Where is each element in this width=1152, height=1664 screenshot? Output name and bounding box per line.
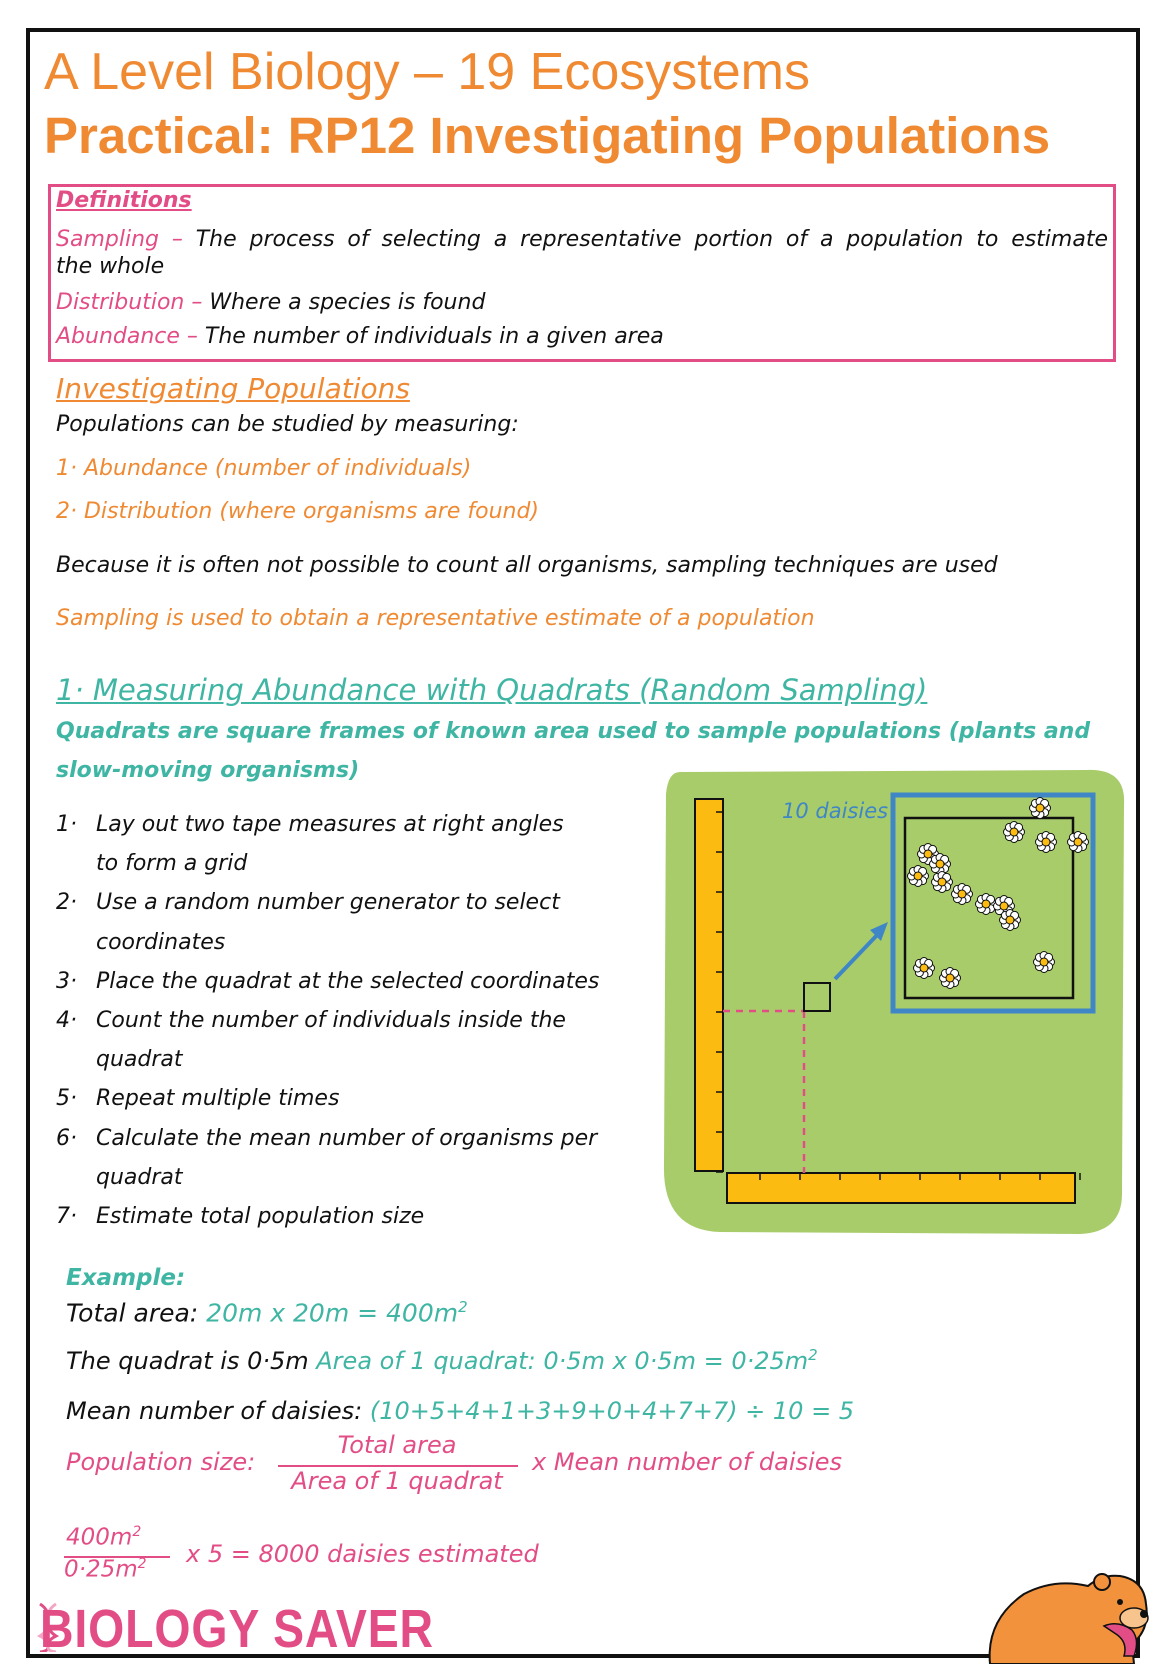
superscript: 2 bbox=[132, 1524, 142, 1540]
daisy-icon bbox=[1030, 798, 1051, 819]
example-total-area bbox=[66, 1298, 468, 1327]
superscript: 2 bbox=[458, 1298, 468, 1316]
step-text: Calculate the mean number of organisms per bbox=[96, 1125, 598, 1151]
definition-text-cont: the whole bbox=[56, 254, 165, 279]
formula-numerator: Total area bbox=[337, 1431, 457, 1459]
step-text: Lay out two tape measures at right angles bbox=[96, 812, 564, 837]
step-number: 2· bbox=[56, 890, 77, 916]
calc-result: x 5 = 8000 daisies estimated bbox=[186, 1540, 539, 1568]
daisy-icon bbox=[1036, 832, 1057, 853]
step-number: 3· bbox=[56, 968, 77, 994]
step-text: Repeat multiple times bbox=[96, 1086, 340, 1112]
investigating-list-item: 1· Abundance (number of individuals) bbox=[56, 456, 472, 481]
quadrats-description-cont: slow-moving organisms) bbox=[56, 758, 360, 783]
investigating-intro: Populations can be studied by measuring: bbox=[56, 412, 519, 437]
definition-text: Where a species is found bbox=[209, 290, 486, 315]
step-number: 6· bbox=[56, 1125, 77, 1151]
section-heading-quadrats: 1· Measuring Abundance with Quadrats (Random Sampling) bbox=[56, 673, 928, 707]
mean-value: (10+5+4+1+3+9+0+4+7+7) ÷ 10 = 5 bbox=[369, 1397, 855, 1425]
daisy-icon bbox=[1000, 910, 1021, 931]
investigating-because: Because it is often not possible to count all organisms, sampling techniques are used bbox=[56, 553, 998, 578]
total-area-label: Total area: bbox=[66, 1298, 199, 1328]
quadrats-description: Quadrats are square frames of known area used to sample populations (plants and bbox=[56, 719, 1091, 744]
step-text: Estimate total population size bbox=[96, 1204, 425, 1229]
step-text: quadrat bbox=[96, 1047, 183, 1073]
example-mean bbox=[66, 1397, 854, 1425]
superscript: 2 bbox=[137, 1556, 147, 1572]
definitions-heading: Definitions bbox=[56, 188, 192, 213]
step-text: Use a random number generator to select bbox=[96, 890, 560, 916]
step-number: 5· bbox=[56, 1086, 77, 1112]
definition-distribution bbox=[56, 290, 485, 315]
quadrat-size-label: The quadrat is 0·5m bbox=[66, 1347, 309, 1375]
definition-term: Sampling – bbox=[56, 227, 183, 252]
definition-sampling bbox=[56, 226, 1108, 254]
daisy-icon bbox=[940, 968, 961, 989]
formula-multiplier: x Mean number of daisies bbox=[532, 1448, 842, 1476]
mean-label: Mean number of daisies: bbox=[66, 1397, 363, 1425]
population-size-label: Population size: bbox=[66, 1448, 256, 1476]
daisy-icon bbox=[908, 866, 929, 887]
superscript: 2 bbox=[808, 1346, 818, 1364]
daisy-count-label: 10 daisies bbox=[782, 799, 889, 823]
daisy-icon bbox=[952, 884, 973, 905]
section-heading-investigating: Investigating Populations bbox=[56, 372, 410, 405]
page-subtitle: Practical: RP12 Investigating Populations bbox=[44, 107, 1051, 164]
example-heading: Example: bbox=[66, 1265, 186, 1291]
step-text: quadrat bbox=[96, 1164, 183, 1190]
daisy-icon bbox=[1004, 822, 1025, 843]
formula-denominator: Area of 1 quadrat bbox=[291, 1467, 503, 1495]
calc-numerator bbox=[66, 1524, 141, 1551]
daisy-icon bbox=[1068, 832, 1089, 853]
horizontal-tape-measure bbox=[727, 1173, 1075, 1203]
calc-numerator-value: 400m bbox=[66, 1524, 133, 1551]
daisy-icon bbox=[1034, 952, 1055, 973]
step-number: 4· bbox=[56, 1008, 77, 1033]
vertical-tape-measure bbox=[695, 799, 723, 1171]
daisy-icon bbox=[932, 872, 953, 893]
example-quadrat-area bbox=[66, 1346, 818, 1375]
investigating-sampling: Sampling is used to obtain a representative estimate of a population bbox=[56, 606, 815, 631]
investigating-list-item: 2· Distribution (where organisms are found) bbox=[56, 499, 540, 524]
daisy-icon bbox=[914, 958, 935, 979]
quadrat-diagram bbox=[660, 764, 1126, 1236]
step-text: Place the quadrat at the selected coordinates bbox=[96, 968, 600, 994]
step-text: Count the number of individuals inside the bbox=[96, 1008, 566, 1033]
definition-term: Abundance – bbox=[56, 324, 198, 349]
definition-abundance bbox=[56, 324, 664, 349]
step-text: coordinates bbox=[96, 929, 226, 955]
calc-denominator bbox=[64, 1556, 147, 1583]
step-number: 1· bbox=[56, 812, 77, 837]
step-text: to form a grid bbox=[96, 851, 248, 877]
quadrat-area-value: Area of 1 quadrat: 0·5m x 0·5m = 0·25m bbox=[316, 1347, 809, 1375]
step-number: 7· bbox=[56, 1204, 77, 1229]
definition-text: The number of individuals in a given area bbox=[204, 324, 664, 349]
daisy-icon bbox=[930, 854, 951, 875]
definition-term: Distribution – bbox=[56, 290, 203, 315]
daisy-icon bbox=[976, 894, 997, 915]
page-title: A Level Biology – 19 Ecosystems bbox=[44, 43, 810, 101]
bear-mascot-icon bbox=[984, 1560, 1152, 1664]
calc-denominator-value: 0·25m bbox=[64, 1556, 138, 1583]
brand-logo: BIOLOGY SAVER bbox=[40, 1599, 434, 1659]
definition-text: The process of selecting a representative portion of a population to estimate bbox=[195, 227, 1108, 252]
total-area-value: 20m x 20m = 400m bbox=[206, 1298, 459, 1328]
